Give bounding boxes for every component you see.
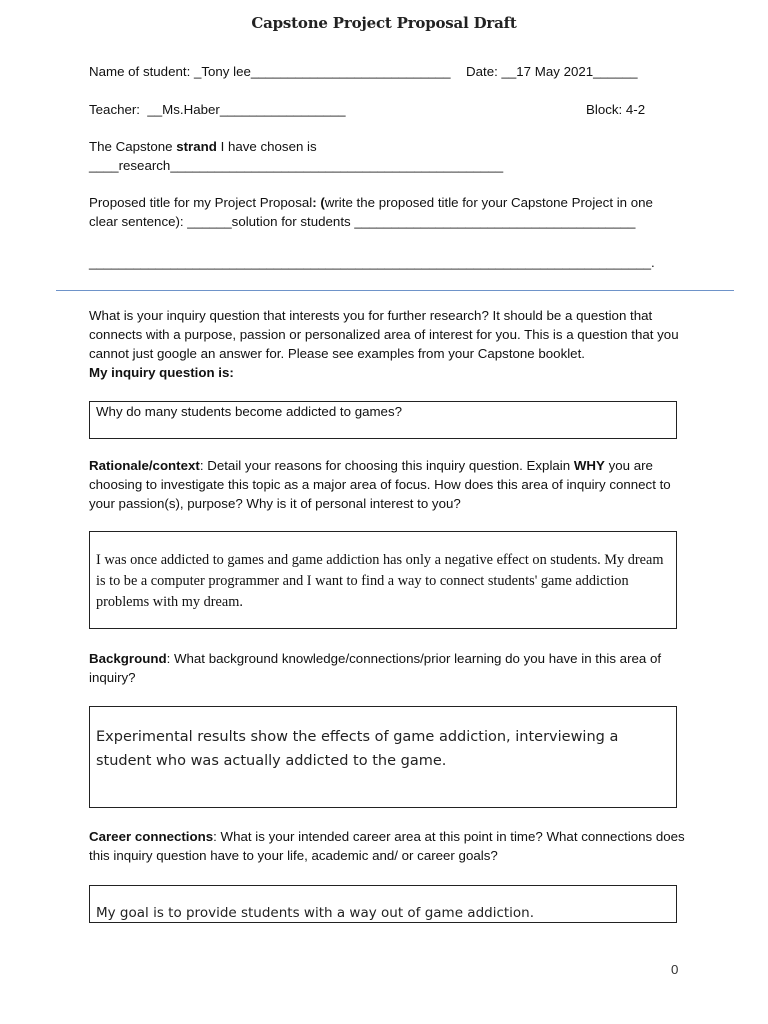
proposed-title-answer: clear sentence): ______solution for students ______________________________________ — [89, 214, 636, 229]
proposed-title-prompt: Proposed title for my Project Proposal: (write the proposed title for your Capstone Project in one — [89, 195, 653, 210]
date-line: Date: __17 May 2021______ — [466, 64, 638, 79]
teacher-line: Teacher: __Ms.Haber_________________ — [89, 102, 346, 117]
career-prompt: Career connections: What is your intended career area at this point in time? What connections does this inquiry question have to your life, academic and/ or career goals? — [89, 829, 685, 863]
rationale-answer: I was once addicted to games and game addiction has only a negative effect on students. My dream is to be a computer programmer and I want to find a way to connect students' game addiction problems with my dream. — [96, 552, 664, 610]
strand-question: The Capstone strand I have chosen is — [89, 139, 317, 154]
inquiry-prompt: What is your inquiry question that interests you for further research? It should be a question that connects with a purpose, passion or personalized area of interest for you. This is a question that you cannot just google an answer for. Please see examples from your Capstone booklet. — [89, 308, 679, 361]
background-answer: Experimental results show the effects of game addiction, interviewing a student who was actually addicted to the game. — [96, 729, 619, 769]
rationale-prompt: Rationale/context: Detail your reasons for choosing this inquiry question. Explain WHY you are choosing to investigate this topic as a major area of focus. How does this area of inquiry connect to your passion(s), purpose? Why is it of personal interest to you? — [89, 458, 671, 511]
page-title: Capstone Project Proposal Draft — [251, 14, 517, 32]
blank-line: ____________________________________________________________________________. — [89, 255, 655, 270]
strand-answer: ____research_____________________________________________ — [89, 158, 504, 173]
inquiry-answer-box — [89, 401, 677, 439]
career-answer-box — [89, 885, 677, 923]
career-answer: My goal is to provide students with a way out of game addiction. — [96, 905, 535, 921]
section-divider — [56, 290, 734, 291]
background-answer-box — [89, 706, 677, 808]
inquiry-answer: Why do many students become addicted to games? — [96, 404, 402, 419]
block-line: Block: 4-2 — [586, 102, 646, 117]
student-name-line: Name of student: _Tony lee___________________________ — [89, 64, 451, 79]
inquiry-label: My inquiry question is: — [89, 365, 234, 380]
rationale-answer-box — [89, 531, 677, 629]
background-prompt: Background: What background knowledge/connections/prior learning do you have in this area of inquiry? — [89, 651, 662, 685]
page-number: 0 — [671, 962, 679, 977]
